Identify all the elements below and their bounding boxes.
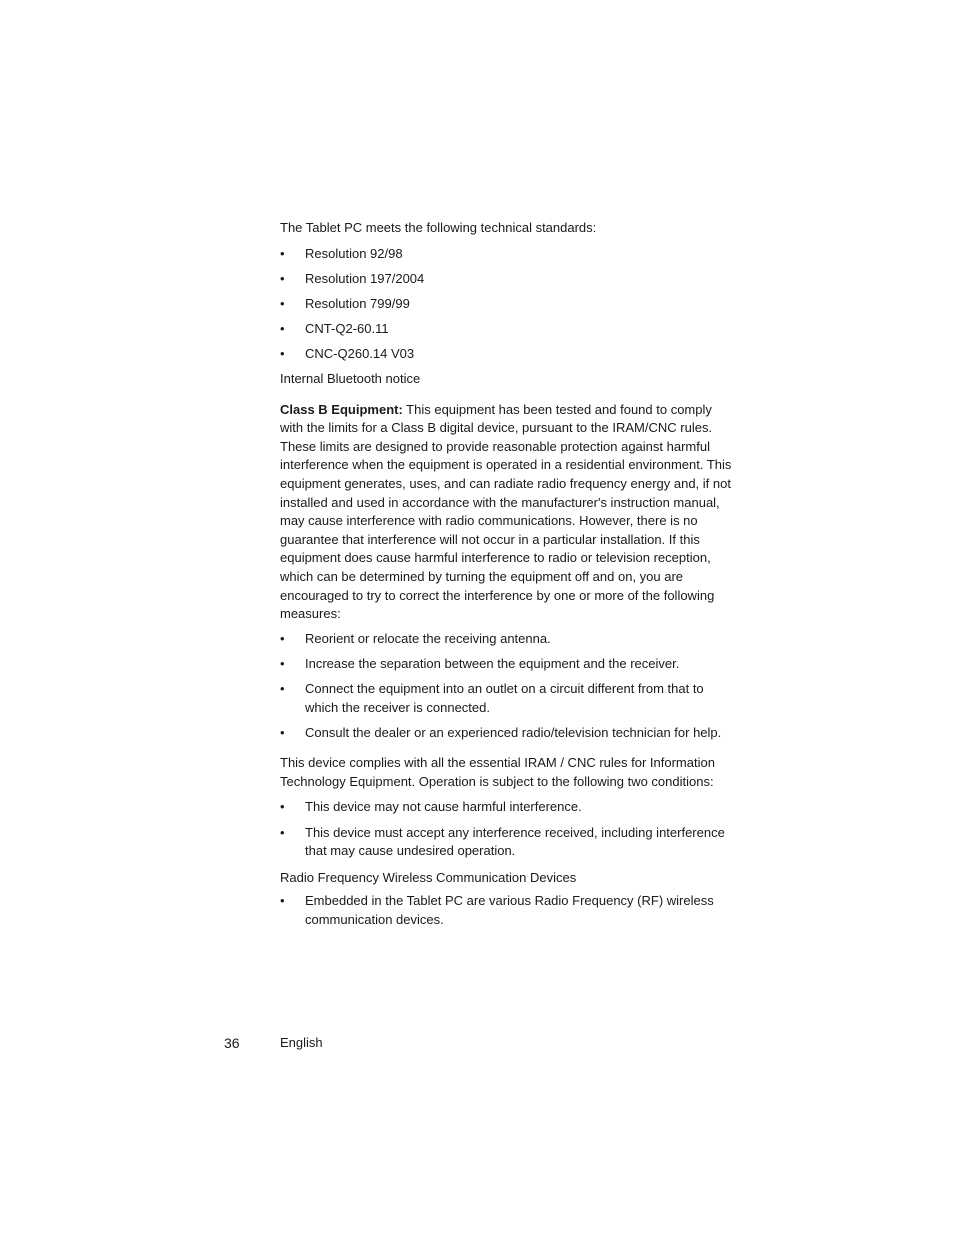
bullet: • (280, 320, 285, 336)
class-b-label: Class B Equipment: (280, 401, 403, 417)
standards-list (280, 245, 732, 364)
class-b-text: This equipment has been tested and found to comply with the limits for a Class B digital device, pursuant to the IRAM/CNC rules. These limits are designed to provide reasonable protection against harmful interference when the equipment is operated in a residential environment. This equipment generates, uses, and can radiate radio frequency energy and, if not installed and used in accordance with the manufacturer's instruction manual, may cause interference with radio communications. However, there is no guarantee that interference will not occur in a particular installation. If this equipment does cause harmful interference to radio or television reception, which can be determined by turning the equipment off and on, you are encouraged to try to correct the interference by one or more of the following measures: (280, 401, 732, 622)
bullet: • (280, 799, 285, 815)
list-item: • Consult the dealer or an experienced radio/television technician for help. (280, 724, 732, 743)
list-item: • This device must accept any interference received, including interference that may cause undesired operation. (280, 824, 725, 859)
list-item: • Resolution 197/2004 (280, 270, 732, 289)
list-item: • Resolution 92/98 (280, 245, 732, 264)
rf-heading: Radio Frequency Wireless Communication Devices (280, 869, 577, 885)
complies-paragraph: This device complies with all the essential IRAM / CNC rules for Information Technology Equipment. Operation is subject to the following two conditions: (280, 755, 715, 789)
bullet: • (280, 630, 285, 646)
bullet: • (280, 680, 285, 696)
list-item: • CNT-Q2-60.11 (280, 320, 732, 339)
bullet: • (280, 655, 285, 671)
list-item: • Connect the equipment into an outlet on a circuit different from that to which the receiver is connected. (280, 680, 704, 715)
list-item: • Embedded in the Tablet PC are various Radio Frequency (RF) wireless communication devices. (280, 893, 714, 927)
measures-list (280, 630, 732, 742)
bullet: • (280, 824, 285, 840)
footer-language: English (280, 1035, 323, 1050)
bluetooth-heading: Internal Bluetooth notice (280, 371, 421, 387)
conditions-list (280, 798, 732, 860)
bullet: • (280, 245, 285, 261)
intro-text: The Tablet PC meets the following technical standards: (280, 220, 597, 235)
document-body (280, 219, 732, 936)
list-item: • CNC-Q260.14 V03 (280, 345, 732, 364)
list-item: • Reorient or relocate the receiving antenna. (280, 630, 732, 649)
bullet: • (280, 295, 285, 311)
bullet: • (280, 270, 285, 286)
bullet: • (280, 893, 285, 909)
class-b-paragraph (280, 401, 732, 624)
list-item: • This device may not cause harmful interference. (280, 798, 732, 817)
page-number: 36 (224, 1035, 240, 1051)
bullet: • (280, 724, 285, 740)
list-item: • Resolution 799/99 (280, 295, 732, 314)
rf-list (280, 892, 732, 929)
list-item: • Increase the separation between the equipment and the receiver. (280, 655, 732, 674)
bullet: • (280, 345, 285, 361)
